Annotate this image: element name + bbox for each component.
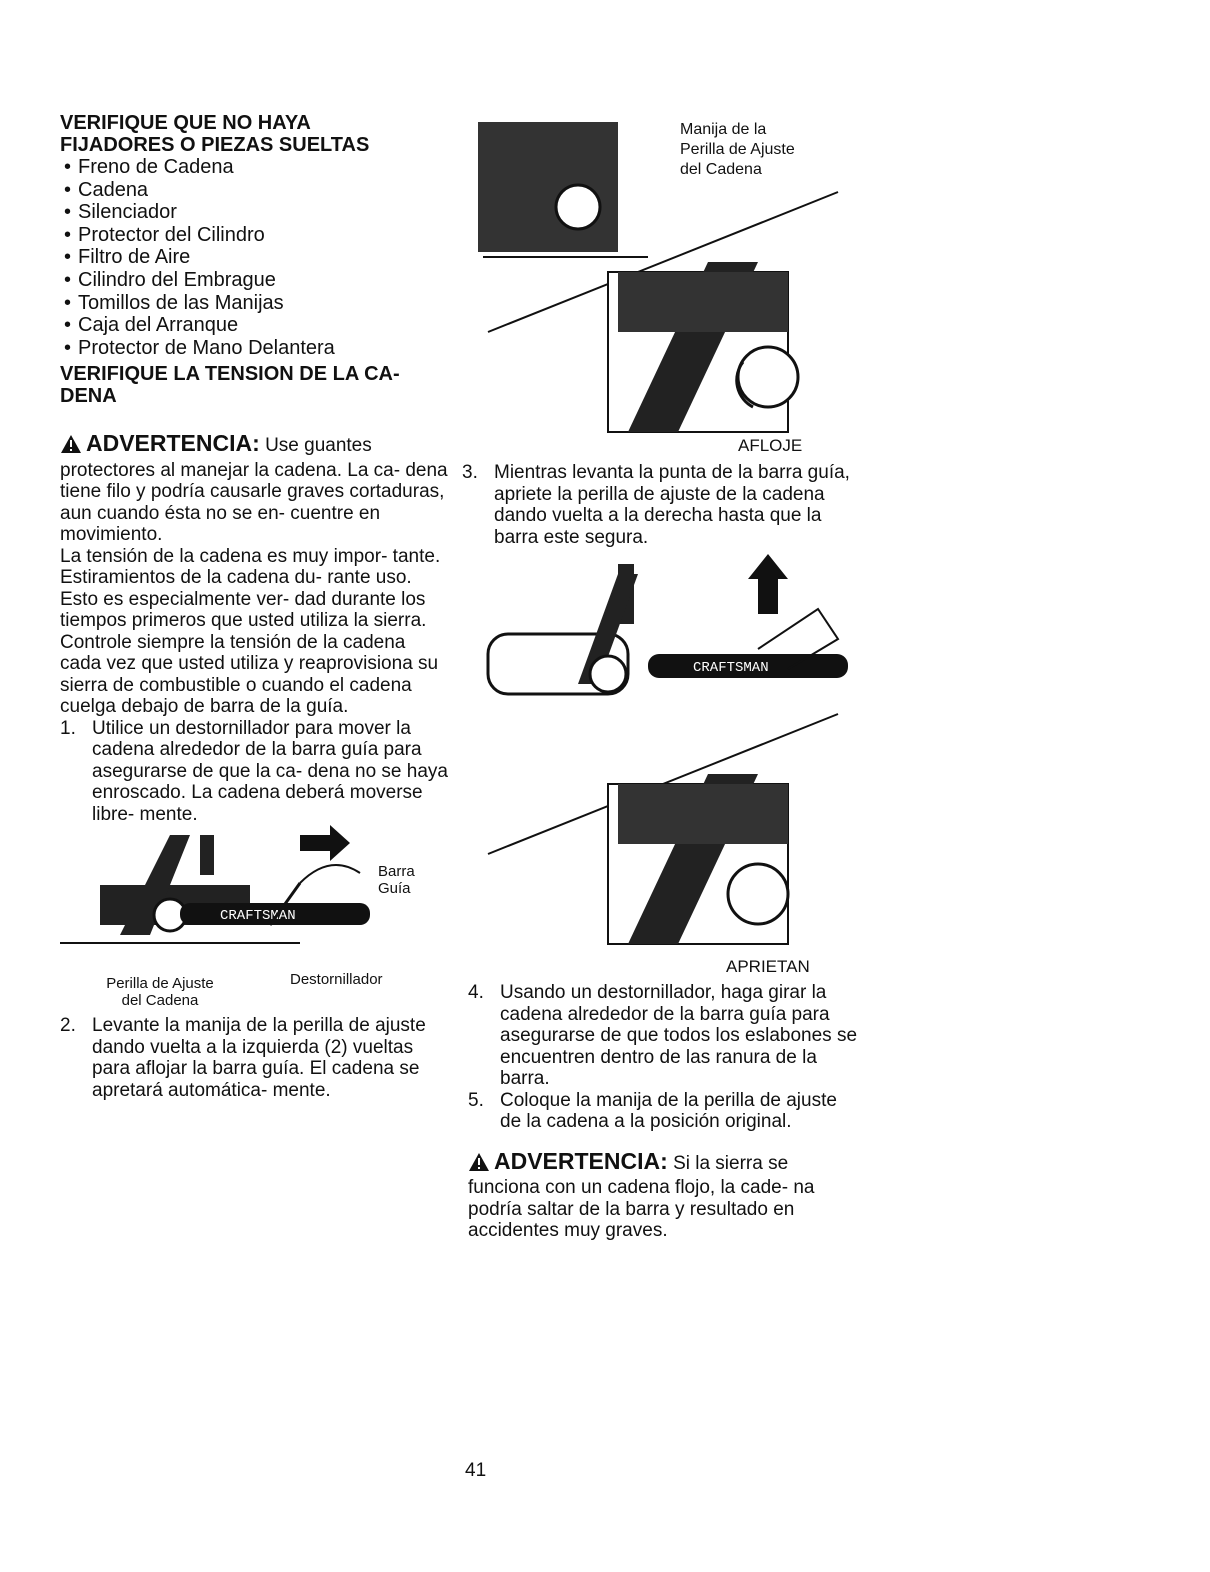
step-4 <box>468 982 858 1090</box>
brand-text: CRAFTSMAN <box>693 660 769 676</box>
step-text: Usando un destornillador, haga girar la cadena alrededor de la barra guía para asegurarse de que todos los eslabones se encuentren dentro de las ranura de la barra. <box>500 982 858 1089</box>
list-item: • Protector de Mano Delantera <box>64 337 450 360</box>
heading-fasteners: VERIFIQUE QUE NO HAYA FIJADORES O PIEZAS SUELTAS <box>60 112 370 156</box>
list-item: • Cilindro del Embrague <box>64 269 450 292</box>
warning-triangle-icon <box>60 434 82 460</box>
figure-tighten <box>468 554 858 982</box>
right-column <box>462 112 858 1242</box>
step-number: 2. <box>60 1015 76 1037</box>
step-text: Levante la manija de la perilla de ajuste dando vuelta a la izquierda (2) vueltas para aflojar la barra guía. El cadena se apretará automática- mente. <box>92 1015 426 1101</box>
step-1 <box>60 718 450 826</box>
warning-block <box>60 430 450 546</box>
label-screwdriver: Destornillador <box>290 971 383 989</box>
left-column <box>60 112 450 1101</box>
heading-tension: VERIFIQUE LA TENSION DE LA CA- DENA <box>60 363 400 408</box>
step-2 <box>60 1015 450 1101</box>
list-item: • Freno de Cadena <box>64 156 450 179</box>
checklist <box>60 156 450 359</box>
list-item: • Silenciador <box>64 201 450 224</box>
figure-loosen <box>468 112 858 462</box>
brand-text: CRAFTSMAN <box>220 908 296 925</box>
step-text: Utilice un destornillador para mover la cadena alrededor de la barra guía para asegurarse de que la ca- dena no se haya enroscado. La cadena deberá moverse libre- mente. <box>92 717 448 825</box>
tighten-illustration <box>468 554 858 954</box>
warning-block <box>468 1147 858 1242</box>
warning-text: Si la sierra se funciona con un cadena flojo, la cade- na podría saltar de la barra y resultado en accidentes muy graves. <box>468 1152 815 1241</box>
label-loosen: AFLOJE <box>738 436 803 455</box>
step-number: 3. <box>462 462 478 483</box>
step-text: Mientras levanta la punta de la barra guía, apriete la perilla de ajuste de la cadena dando vuelta a la derecha hasta que la barra este segura. <box>494 462 850 548</box>
label-tighten: APRIETAN <box>726 957 810 976</box>
step-5 <box>468 1090 858 1133</box>
list-item: • Caja del Arranque <box>64 314 450 337</box>
page-number: 41 <box>465 1460 487 1481</box>
label-bar: Barra Guía <box>378 863 415 898</box>
warning-text: Use guantes protectores al manejar la cadena. La ca- dena tiene filo y podría causarle graves cortaduras, aun cuando ésta no se en- cuentre en movimiento. <box>60 435 448 546</box>
list-item: • Filtro de Aire <box>64 246 450 269</box>
step-number: 1. <box>60 717 76 739</box>
chainsaw-illustration <box>60 825 450 975</box>
step-3 <box>462 462 858 548</box>
warning-triangle-icon <box>468 1152 490 1178</box>
step-number: 4. <box>468 982 484 1003</box>
list-item: • Tomillos de las Manijas <box>64 292 450 315</box>
label-knob: Perilla de Ajuste del Cadena <box>106 975 214 1010</box>
warning-title: ADVERTENCIA: <box>494 1147 668 1174</box>
tension-paragraph: La tensión de la cadena es muy impor- tante. Estiramientos de la cadena du- rante uso. Esto es especialmente ver- dad durante los tiempos primeros que usted utiliza la sierra. Controle siempre la tensión de la cadena cada vez que usted utiliza y reaprovisiona su sierra de combustible o cuando el cadena cuelga debajo de barra de la guía. <box>60 545 441 718</box>
label-handle: Manija de la Perilla de Ajuste del Cadena <box>680 121 795 178</box>
warning-title: ADVERTENCIA: <box>86 430 260 457</box>
step-text: Coloque la manija de la perilla de ajuste de la cadena a la posición original. <box>500 1089 837 1132</box>
figure-screwdriver-chain <box>60 825 450 1015</box>
list-item: • Protector del Cilindro <box>64 224 450 247</box>
step-number: 5. <box>468 1089 484 1111</box>
list-item: • Cadena <box>64 179 450 202</box>
